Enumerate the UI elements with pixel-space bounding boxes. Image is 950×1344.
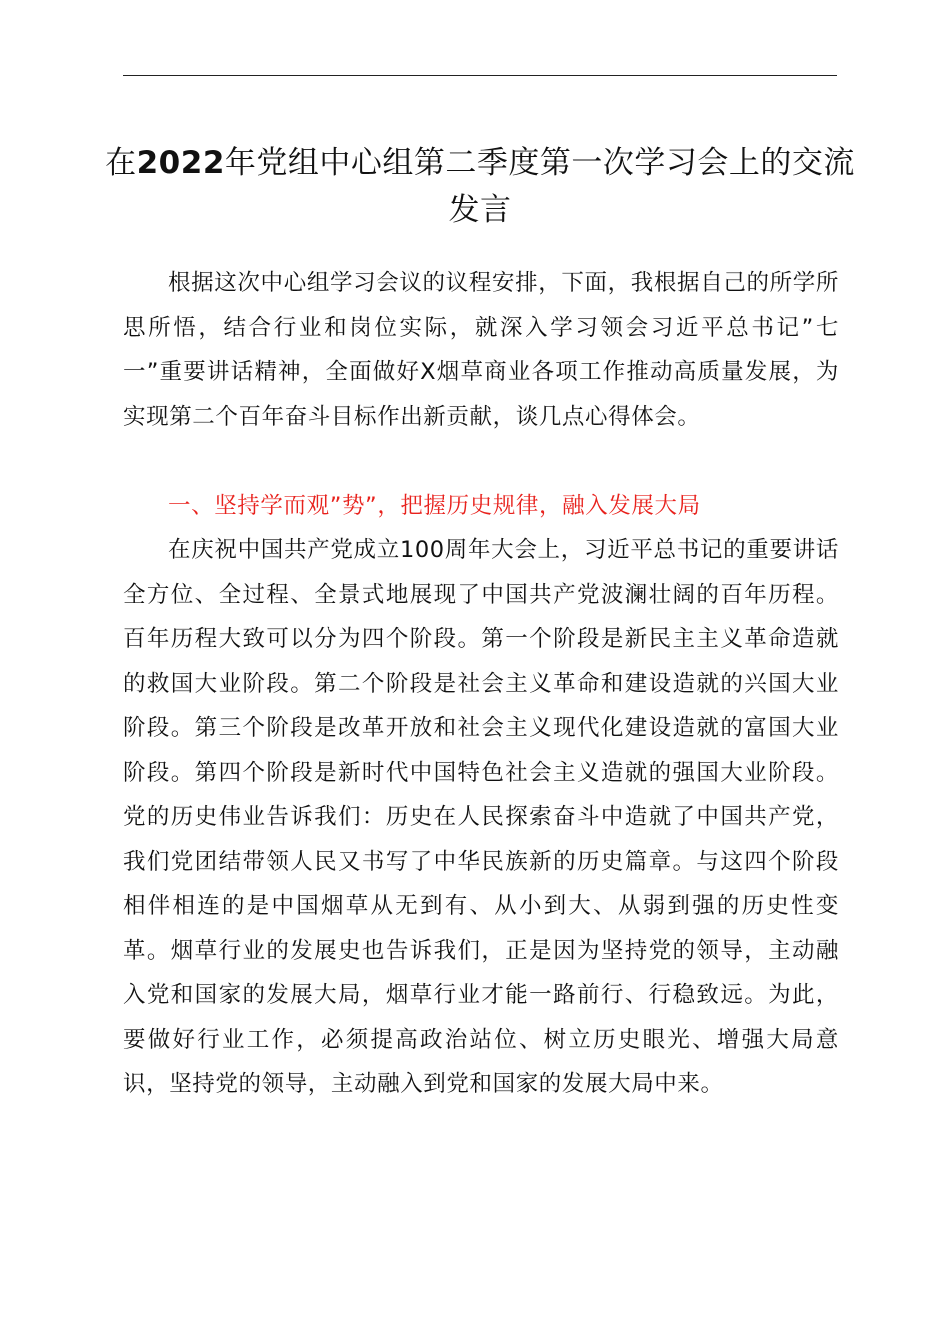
section-heading-1: 一、坚持学而观”势”，把握历史规律，融入发展大局 — [168, 493, 701, 519]
title-prefix: 在 — [105, 145, 137, 181]
document-title — [105, 140, 855, 234]
header-divider — [123, 75, 837, 76]
title-suffix: 年党组中心组第二季度第一次学习会上的交流发言 — [224, 145, 855, 228]
title-year: 2022 — [136, 145, 225, 181]
intro-paragraph: 根据这次中心组学习会议的议程安排，下面，我根据自己的所学所思所悟，结合行业和岗位实际，就深入学习领会习近平总书记”七一”重要讲话精神，全面做好X烟草商业各项工作推动高质量发展，为实现第二个百年奋斗目标作出新贡献，谈几点心得体会。 — [123, 270, 839, 430]
section-1-paragraph: 在庆祝中国共产党成立100周年大会上，习近平总书记的重要讲话全方位、全过程、全景式地展现了中国共产党波澜壮阔的百年历程。百年历程大致可以分为四个阶段。第一个阶段是新民主主义革命造就的救国大业阶段。第二个阶段是社会主义革命和建设造就的兴国大业阶段。第三个阶段是改革开放和社会主义现代化建设造就的富国大业阶段。第四个阶段是新时代中国特色社会主义造就的强国大业阶段。党的历史伟业告诉我们：历史在人民探索奋斗中造就了中国共产党，我们党团结带领人民又书写了中华民族新的历史篇章。与这四个阶段相伴相连的是中国烟草从无到有、从小到大、从弱到强的历史性变革。烟草行业的发展史也告诉我们，正是因为坚持党的领导，主动融入党和国家的发展大局，烟草行业才能一路前行、行稳致远。为此，要做好行业工作，必须提高政治站位、树立历史眼光、增强大局意识，坚持党的领导，主动融入到党和国家的发展大局中来。 — [123, 537, 839, 1097]
